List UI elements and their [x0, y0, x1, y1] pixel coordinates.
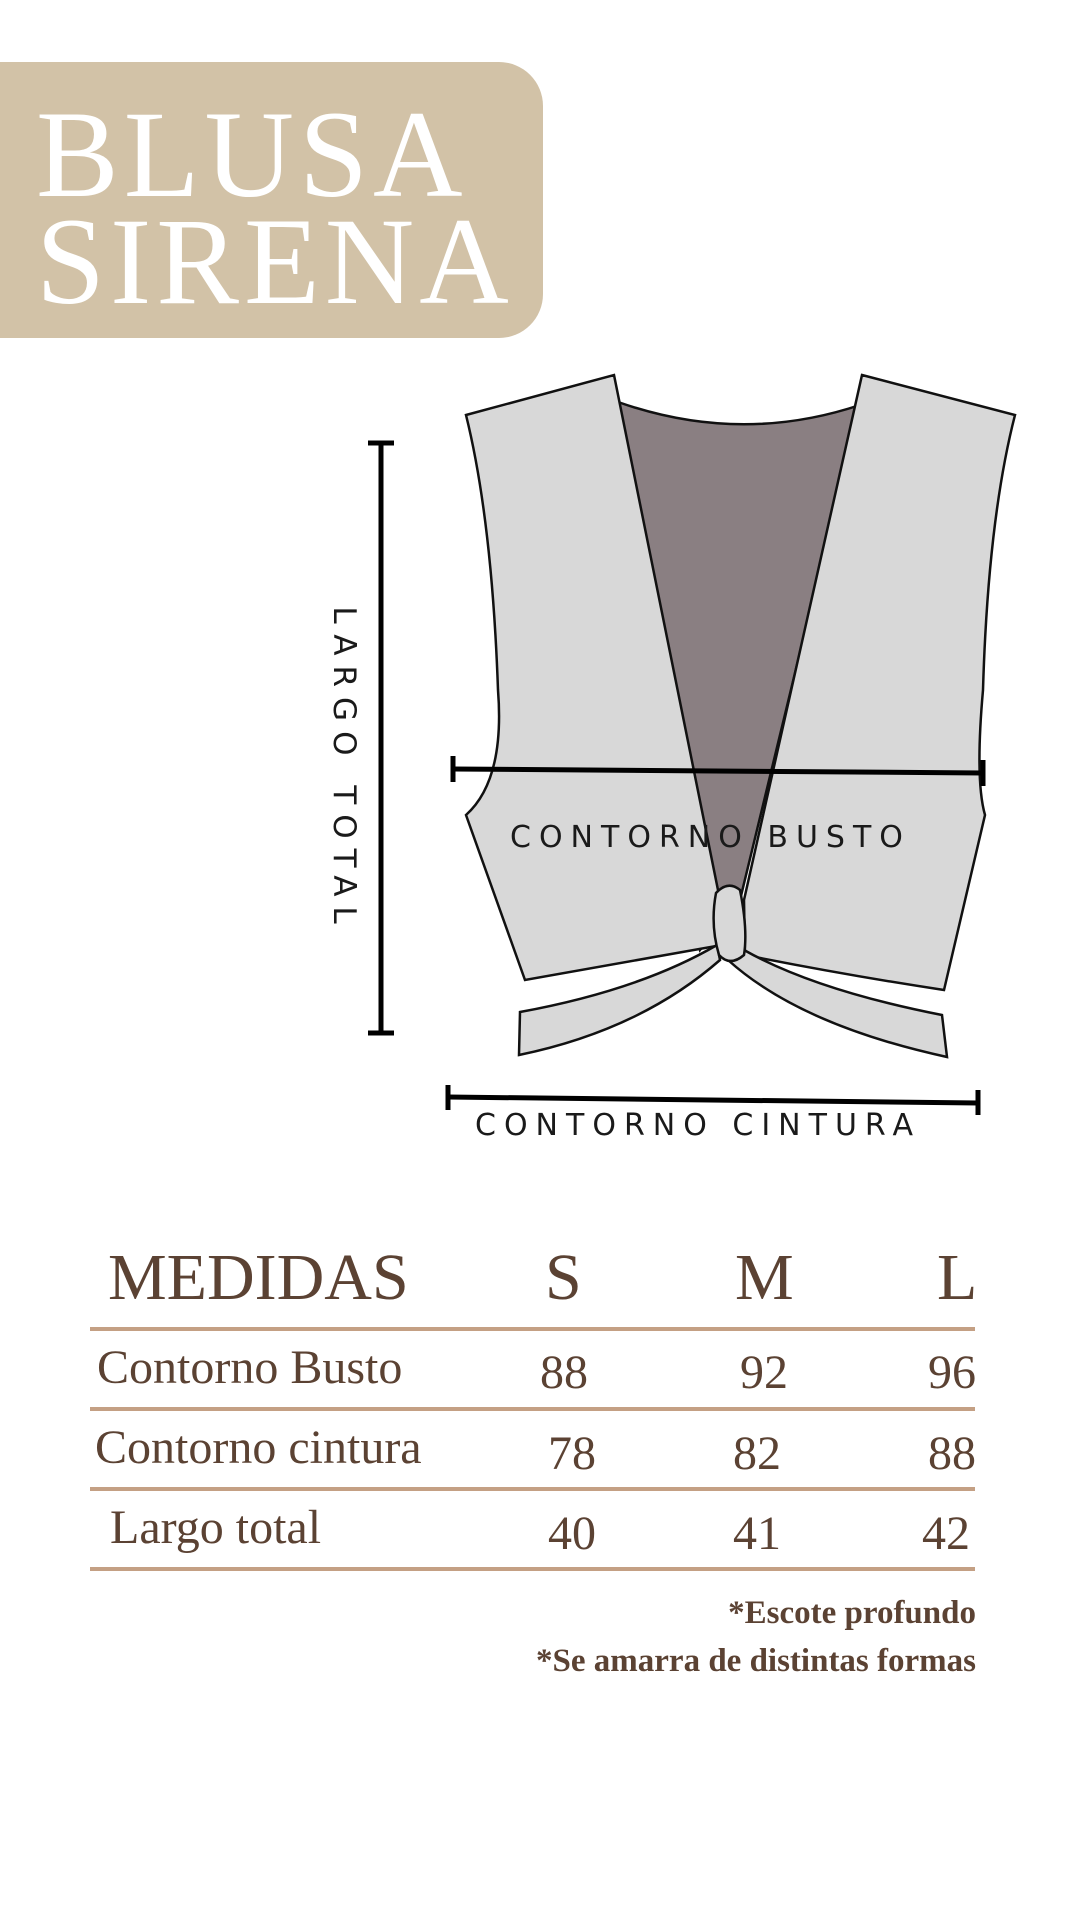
cell-largo-s: 40: [548, 1507, 596, 1560]
note-amarra: *Se amarra de distintas formas: [536, 1643, 976, 1679]
table-rule: [90, 1567, 975, 1571]
contorno-busto-label: CONTORNO BUSTO: [510, 820, 911, 855]
table-header-medidas: MEDIDAS: [108, 1241, 409, 1314]
note-escote: *Escote profundo: [728, 1595, 976, 1631]
cell-cintura-s: 78: [548, 1427, 596, 1480]
cell-busto-l: 96: [928, 1346, 976, 1399]
table-header-s: S: [545, 1241, 582, 1314]
table-rule: [90, 1327, 975, 1331]
cell-cintura-l: 88: [928, 1427, 976, 1480]
cell-largo-m: 41: [733, 1507, 781, 1560]
table-header-m: M: [735, 1241, 794, 1314]
garment-knot: [714, 886, 746, 961]
table-header-l: L: [937, 1241, 978, 1314]
cell-busto-s: 88: [540, 1346, 588, 1399]
largo-measure-line: [368, 443, 394, 1033]
cell-busto-m: 92: [740, 1346, 788, 1399]
cell-cintura-m: 82: [733, 1427, 781, 1480]
table-rule: [90, 1487, 975, 1491]
cell-largo-l: 42: [922, 1507, 970, 1560]
title-line-1: BLUSA: [36, 86, 468, 223]
table-rule: [90, 1407, 975, 1411]
row-label-cintura: Contorno cintura: [95, 1421, 422, 1474]
row-label-busto: Contorno Busto: [97, 1341, 403, 1394]
largo-total-label: LARGO TOTAL: [326, 606, 362, 934]
row-label-largo: Largo total: [110, 1501, 322, 1554]
contorno-cintura-label: CONTORNO CINTURA: [475, 1108, 922, 1143]
title-line-2: SIRENA: [36, 193, 514, 330]
